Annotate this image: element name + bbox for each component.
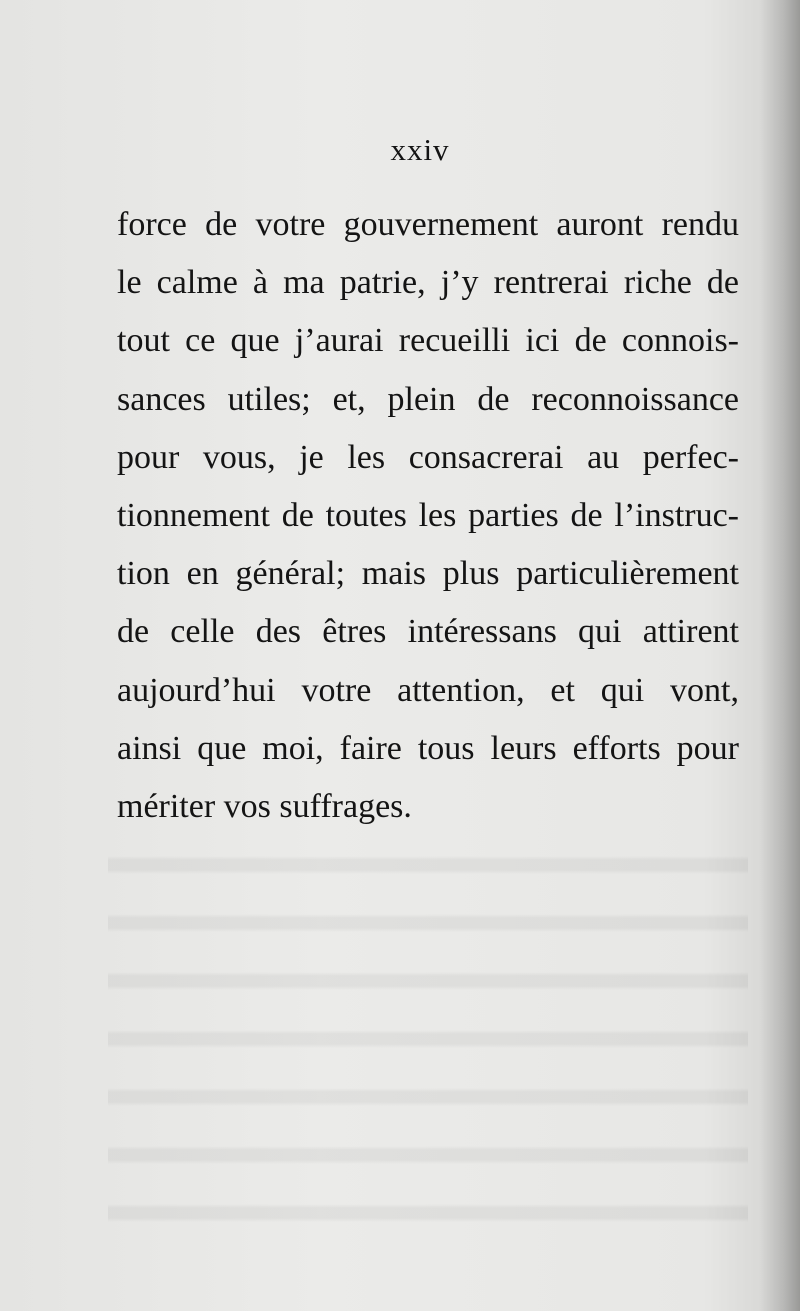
text-line: tout ce que j’aurai recueilli ici de connois- (117, 322, 739, 360)
show-through-text (108, 830, 748, 1250)
text-line: tionnement de toutes les parties de l’instruc- (117, 496, 739, 534)
text-line: pour vous, je les consacrerai au perfec- (117, 438, 739, 476)
page-number: xxiv (390, 132, 450, 167)
text-line: ainsi que moi, faire tous leurs efforts pour (117, 729, 739, 767)
text-line: mériter vos suffrages. (117, 787, 412, 825)
text-line: de celle des êtres intéressans qui attirent (117, 613, 739, 651)
text-line: aujourd’hui votre attention, et qui vont, (117, 671, 739, 709)
page-gutter-shadow (760, 0, 800, 1311)
body-paragraph (117, 196, 739, 836)
text-line: sances utiles; et, plein de reconnoissance (117, 380, 739, 418)
text-line: le calme à ma patrie, j’y rentrerai riche de (117, 264, 739, 302)
text-line: tion en général; mais plus particulièrement (117, 555, 739, 593)
text-line: force de votre gouvernement auront rendu (117, 206, 739, 243)
